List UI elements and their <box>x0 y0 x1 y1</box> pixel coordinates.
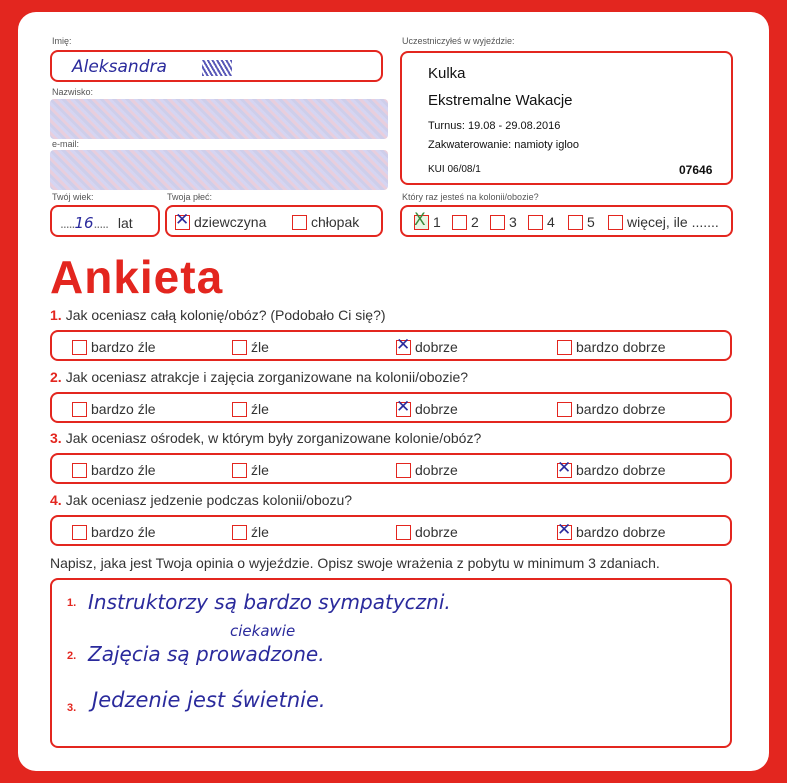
q1-option-bardzo-dobrze[interactable]: bardzo dobrze <box>557 338 666 355</box>
page-title: Ankieta <box>50 251 224 303</box>
times-option-1[interactable]: X 1 <box>414 209 441 231</box>
email-label: e-mail: <box>52 139 80 149</box>
q2-option-dobrze[interactable]: ✕ dobrze <box>396 396 458 418</box>
times-option-more[interactable]: więcej, ile ....... <box>608 213 719 230</box>
q1-option-bardzo-zle[interactable]: bardzo źle <box>72 338 156 355</box>
scribble-mark <box>202 60 232 76</box>
trip-info-box <box>400 51 733 185</box>
gender-field <box>165 205 383 237</box>
age-unit: lat <box>117 215 133 231</box>
age-value: 16 <box>74 214 94 232</box>
age-field[interactable]: .....16..... lat <box>50 205 160 237</box>
surname-redacted <box>50 99 388 139</box>
opinion-line-2-insert: ciekawie <box>230 622 296 640</box>
question-4-title: 4. Jak oceniasz jedzenie podczas kolonii/obozu? <box>50 492 353 508</box>
trip-program: Ekstremalne Wakacje <box>428 92 573 109</box>
q3-option-dobrze[interactable]: dobrze <box>396 461 458 478</box>
email-redacted <box>50 150 388 190</box>
times-option-2[interactable]: 2 <box>452 213 479 230</box>
gender-label: Twoja płeć: <box>167 192 213 202</box>
times-option-3[interactable]: 3 <box>490 213 517 230</box>
gender-option-female[interactable]: ✕ dziewczyna <box>175 209 267 231</box>
question-3-answers <box>50 453 732 484</box>
q3-option-bardzo-zle[interactable]: bardzo źle <box>72 461 156 478</box>
question-1-answers <box>50 330 732 361</box>
q4-option-dobrze[interactable]: dobrze <box>396 523 458 540</box>
times-option-5[interactable]: 5 <box>568 213 595 230</box>
age-label: Twój wiek: <box>52 192 94 202</box>
gender-option-male[interactable]: chłopak <box>292 213 359 230</box>
gender-male-checkbox[interactable] <box>292 215 307 230</box>
opinion-line-2: Zajęcia są prowadzone. <box>88 642 325 666</box>
question-4-answers <box>50 515 732 546</box>
times-field <box>400 205 733 237</box>
q3-option-zle[interactable]: źle <box>232 461 269 478</box>
opinion-prompt: Napisz, jaka jest Twoja opinia o wyjeździe. Opisz swoje wrażenia z pobytu w minimum 3 zdaniach. <box>50 555 660 571</box>
times-option-4[interactable]: 4 <box>528 213 555 230</box>
q2-option-bardzo-zle[interactable]: bardzo źle <box>72 400 156 417</box>
q4-option-bardzo-zle[interactable]: bardzo źle <box>72 523 156 540</box>
trip-label: Uczestniczyłeś w wyjeździe: <box>402 36 515 46</box>
opinion-line-1: Instruktorzy są bardzo sympatyczni. <box>88 590 451 614</box>
opinion-textarea[interactable]: 1. Instruktorzy są bardzo sympatyczni. ciekawie 2. Zajęcia są prowadzone. 3. Jedzenie jest świetnie. <box>50 578 732 748</box>
q1-option-dobrze[interactable]: ✕ dobrze <box>396 334 458 356</box>
q1-option-zle[interactable]: źle <box>232 338 269 355</box>
q3-option-bardzo-dobrze[interactable]: ✕ bardzo dobrze <box>557 457 666 479</box>
trip-number: 07646 <box>679 163 713 177</box>
question-2-answers <box>50 392 732 423</box>
trip-turnus: Turnus: 19.08 - 29.08.2016 <box>428 120 561 132</box>
trip-accommodation: Zakwaterowanie: namioty igloo <box>428 139 580 151</box>
name-value: Aleksandra <box>72 57 167 77</box>
name-field[interactable] <box>50 50 383 82</box>
question-2-title: 2. Jak oceniasz atrakcje i zajęcia zorganizowane na kolonii/obozie? <box>50 369 469 385</box>
question-3-title: 3. Jak oceniasz ośrodek, w którym były zorganizowane kolonie/obóz? <box>50 430 482 446</box>
trip-name: Kulka <box>428 65 466 82</box>
surname-label: Nazwisko: <box>52 87 94 97</box>
q4-option-bardzo-dobrze[interactable]: ✕ bardzo dobrze <box>557 519 666 541</box>
q4-option-zle[interactable]: źle <box>232 523 269 540</box>
q2-option-zle[interactable]: źle <box>232 400 269 417</box>
times-label: Który raz jesteś na kolonii/obozie? <box>402 192 539 202</box>
name-label: Imię: <box>52 36 72 46</box>
opinion-line-3: Jedzenie jest świetnie. <box>92 688 326 712</box>
question-1-title: 1. Jak oceniasz całą kolonię/obóz? (Podobało Ci się?) <box>50 307 386 323</box>
trip-code: KUI 06/08/1 <box>428 164 481 175</box>
gender-female-checkbox[interactable]: ✕ <box>175 209 190 230</box>
q2-option-bardzo-dobrze[interactable]: bardzo dobrze <box>557 400 666 417</box>
